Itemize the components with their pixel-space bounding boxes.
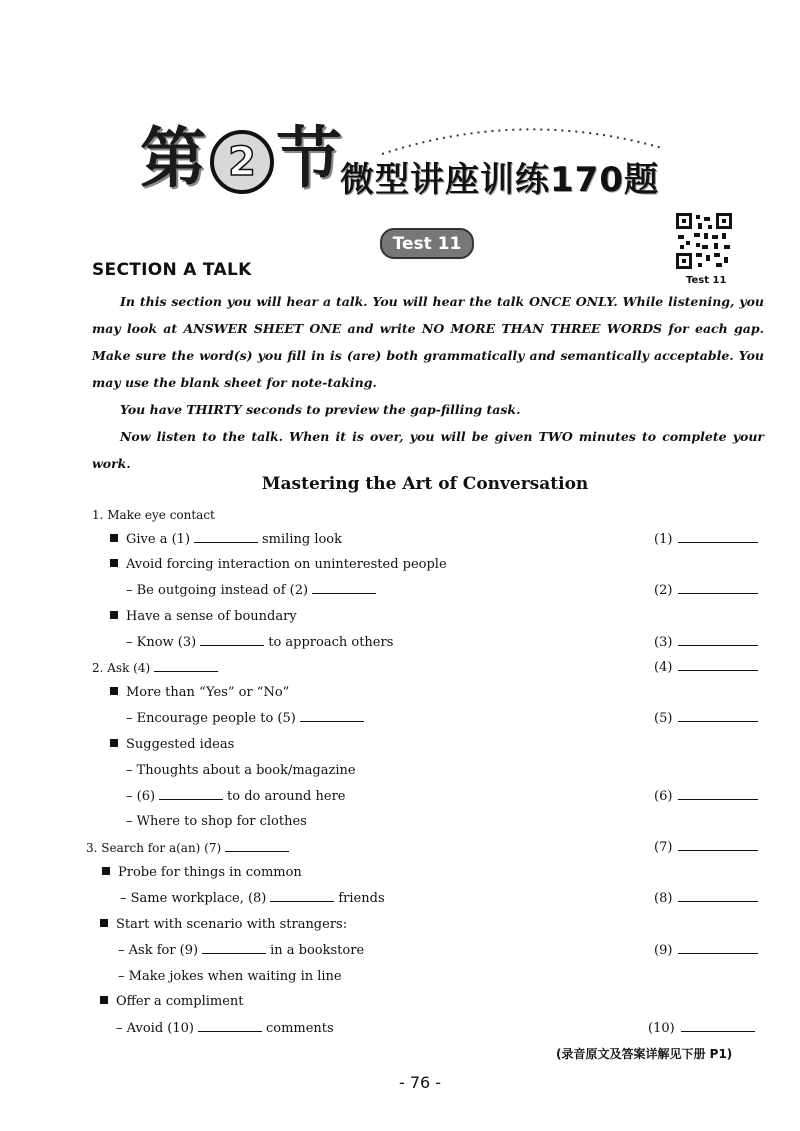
outline-subitem	[126, 784, 345, 810]
answer-slot[interactable]	[654, 835, 758, 861]
answer-label: (2)	[654, 583, 673, 598]
banner-char-di: 第	[140, 120, 206, 197]
outline-row	[0, 938, 800, 964]
outline-row	[0, 630, 800, 656]
outline-subitem	[126, 578, 380, 604]
answer-slot[interactable]	[648, 1016, 755, 1042]
square-bullet-icon	[100, 919, 108, 927]
section-title: SECTION A TALK	[92, 260, 252, 280]
talk-title: Mastering the Art of Conversation	[261, 474, 589, 494]
square-bullet-icon	[110, 739, 118, 747]
square-bullet-icon	[110, 687, 118, 695]
gap-blank	[300, 709, 364, 722]
gap-blank	[312, 581, 376, 594]
outline-subitem: – Thoughts about a book/magazine	[126, 763, 356, 778]
item-text: – (6)	[126, 789, 156, 804]
outline-heading	[86, 835, 293, 861]
answer-line	[678, 581, 758, 594]
answer-label: (9)	[654, 943, 673, 958]
item-text: smiling look	[262, 532, 343, 547]
answer-slot[interactable]	[654, 938, 758, 964]
answer-line	[678, 838, 758, 851]
outline-row	[0, 758, 800, 784]
outline-row	[0, 809, 800, 835]
page-number: - 76 -	[398, 1073, 442, 1092]
gap-blank	[194, 530, 258, 543]
item-text: Give a (1)	[126, 532, 191, 547]
answer-slot[interactable]	[654, 578, 758, 604]
outline-item	[102, 860, 302, 886]
gap-blank	[200, 633, 264, 646]
outline-row	[0, 502, 800, 528]
answer-slot[interactable]	[654, 784, 758, 810]
outline-item	[110, 527, 342, 553]
outline-subitem	[116, 1016, 334, 1042]
item-text: – Know (3)	[126, 635, 197, 650]
item-text: Suggested ideas	[126, 737, 235, 752]
gap-blank	[154, 659, 218, 672]
outline-row	[0, 578, 800, 604]
answer-line	[678, 658, 758, 671]
outline-row	[0, 835, 800, 861]
item-text: Offer a compliment	[116, 994, 244, 1009]
item-text: Have a sense of boundary	[126, 609, 297, 624]
banner-circle-number: 2	[210, 130, 274, 194]
outline-row	[0, 655, 800, 681]
outline-subitem	[118, 938, 364, 964]
outline-subitem	[126, 630, 393, 656]
answer-slot[interactable]	[654, 630, 758, 656]
item-text: to approach others	[268, 635, 394, 650]
footer-note: (录音原文及答案详解见下册 P1)	[556, 1047, 733, 1061]
outline-row	[0, 886, 800, 912]
test-badge: Test 11	[380, 228, 474, 259]
gap-blank	[202, 941, 266, 954]
outline-row	[0, 784, 800, 810]
item-text: More than “Yes” or “No”	[126, 685, 290, 700]
item-text: – Ask for (9)	[118, 943, 199, 958]
answer-slot[interactable]	[654, 886, 758, 912]
outline-subitem	[120, 886, 385, 912]
item-text: friends	[338, 891, 385, 906]
answer-label: (5)	[654, 711, 673, 726]
outline-row	[0, 680, 800, 706]
answer-line	[678, 889, 758, 902]
answer-line	[681, 1019, 755, 1032]
square-bullet-icon	[110, 559, 118, 567]
gap-blank	[159, 787, 223, 800]
outline-item	[110, 732, 234, 758]
instruction-paragraph: In this section you will hear a talk. You will hear the talk ONCE ONLY. While listening, you may look at ANSWER SHEET ONE and write NO MORE THAN THREE WORDS for each gap. Make sure the word(s) you fill in is (are) both grammatically and semantically acceptable. You may use the blank sheet for note-taking.	[92, 294, 764, 390]
item-text: – Same workplace, (8)	[120, 891, 267, 906]
gap-blank	[270, 889, 334, 902]
banner-char-jie: 节	[276, 120, 342, 197]
outline-subitem: – Make jokes when waiting in line	[118, 969, 342, 984]
item-text: – Avoid (10)	[116, 1021, 194, 1036]
square-bullet-icon	[110, 611, 118, 619]
outline-item	[110, 604, 297, 630]
answer-line	[678, 941, 758, 954]
instructions	[92, 288, 764, 477]
qr-label: Test 11	[686, 275, 727, 286]
outline-row	[0, 552, 800, 578]
square-bullet-icon	[100, 996, 108, 1004]
answer-slot[interactable]	[654, 527, 758, 553]
gap-blank	[225, 839, 289, 852]
square-bullet-icon	[110, 534, 118, 542]
gap-blank	[198, 1019, 262, 1032]
outline-row	[0, 706, 800, 732]
section-banner	[140, 118, 700, 208]
item-text: comments	[265, 1021, 334, 1036]
outline-row	[0, 860, 800, 886]
instruction-paragraph: Now listen to the talk. When it is over, you will be given TWO minutes to complete your work.	[92, 429, 764, 471]
outline-heading: 1. Make eye contact	[92, 508, 215, 522]
answer-label: (4)	[654, 660, 673, 675]
outline-row	[0, 1016, 800, 1042]
outline-row	[0, 912, 800, 938]
outline-item	[110, 552, 447, 578]
outline-item	[100, 912, 347, 938]
qr-code-icon[interactable]	[676, 213, 732, 269]
outline-subitem: – Where to shop for clothes	[126, 814, 307, 829]
outline-row	[0, 989, 800, 1015]
answer-label: (10)	[648, 1021, 675, 1036]
square-bullet-icon	[102, 867, 110, 875]
answer-line	[678, 787, 758, 800]
outline-row	[0, 964, 800, 990]
answer-label: (8)	[654, 891, 673, 906]
banner-subtitle: 微型讲座训练170题	[340, 160, 659, 200]
answer-slot[interactable]	[654, 655, 758, 681]
outline-item	[100, 989, 244, 1015]
item-text: to do around here	[227, 789, 346, 804]
answer-label: (3)	[654, 635, 673, 650]
outline-heading	[92, 655, 222, 681]
item-text: 3. Search for a(an) (7)	[86, 841, 222, 855]
item-text: – Be outgoing instead of (2)	[126, 583, 309, 598]
outline-row	[0, 732, 800, 758]
outline-row	[0, 604, 800, 630]
outline-item	[110, 680, 289, 706]
answer-line	[678, 633, 758, 646]
outline-row	[0, 527, 800, 553]
answer-label: (6)	[654, 789, 673, 804]
answer-label: (1)	[654, 532, 673, 547]
item-text: – Encourage people to (5)	[126, 711, 296, 726]
answer-line	[678, 530, 758, 543]
item-text: 2. Ask (4)	[92, 661, 151, 675]
item-text: in a bookstore	[270, 943, 365, 958]
answer-slot[interactable]	[654, 706, 758, 732]
answer-line	[678, 709, 758, 722]
item-text: Probe for things in common	[118, 865, 302, 880]
answer-label: (7)	[654, 840, 673, 855]
item-text: Start with scenario with strangers:	[116, 917, 348, 932]
outline-subitem	[126, 706, 368, 732]
instruction-paragraph: You have THIRTY seconds to preview the gap-filling task.	[120, 402, 521, 417]
item-text: Avoid forcing interaction on uninterested people	[126, 557, 447, 572]
